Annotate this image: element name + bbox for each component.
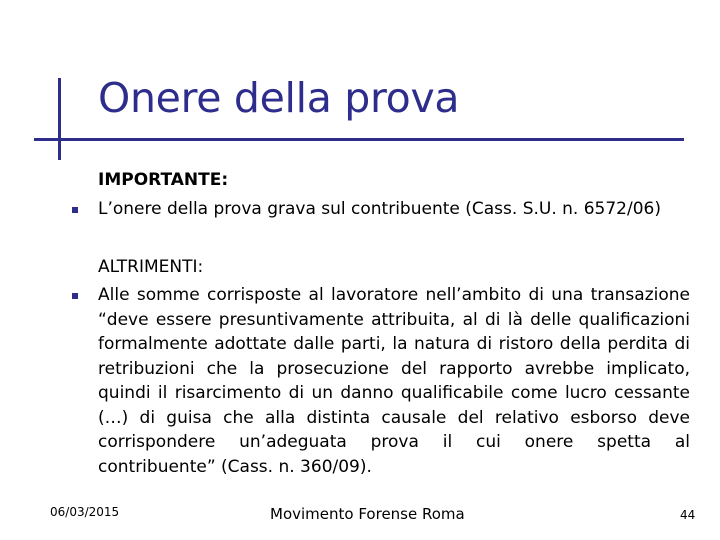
paragraph-line: L’onere della prova grava sul contribuente (Cass. S.U. n. 6572/06) — [98, 199, 661, 219]
title-vertical-rule — [58, 78, 61, 160]
square-bullet-icon — [72, 293, 78, 299]
paragraph-line: “deve essere presuntivamente attribuita, al di là delle qualificazioni — [98, 309, 690, 330]
paragraph-line: corrispondere un’adeguata prova il cui onere spetta al — [98, 432, 690, 452]
footer-organization: Movimento Forense Roma — [270, 505, 465, 523]
footer-date: 06/03/2015 — [50, 505, 120, 519]
paragraph-line: retribuzioni che la prosecuzione del rapporto avrebbe implicato, — [98, 358, 690, 379]
paragraph-line: contribuente” (Cass. n. 360/09). — [98, 456, 372, 477]
section-text-importante — [98, 197, 690, 222]
section-heading-importante: IMPORTANTE: — [98, 170, 229, 190]
paragraph-line: (…) di guisa che alla distinta causale del relativo esborso deve — [98, 407, 690, 428]
paragraph-line: quindi il risarcimento di un danno qualificabile come lucro cessante — [98, 383, 690, 403]
square-bullet-icon — [72, 207, 78, 213]
footer-page-number: 44 — [680, 508, 696, 522]
paragraph-line: formalmente adottate dalle parti, la natura di ristoro della perdita di — [98, 334, 690, 354]
section-heading-altrimenti: ALTRIMENTI: — [98, 257, 204, 277]
slide-title: Onere della prova — [98, 74, 460, 122]
title-horizontal-rule — [34, 138, 684, 141]
paragraph-line: Alle somme corrisposte al lavoratore nell’ambito di una transazione — [98, 285, 690, 305]
section-text-altrimenti — [98, 283, 690, 479]
